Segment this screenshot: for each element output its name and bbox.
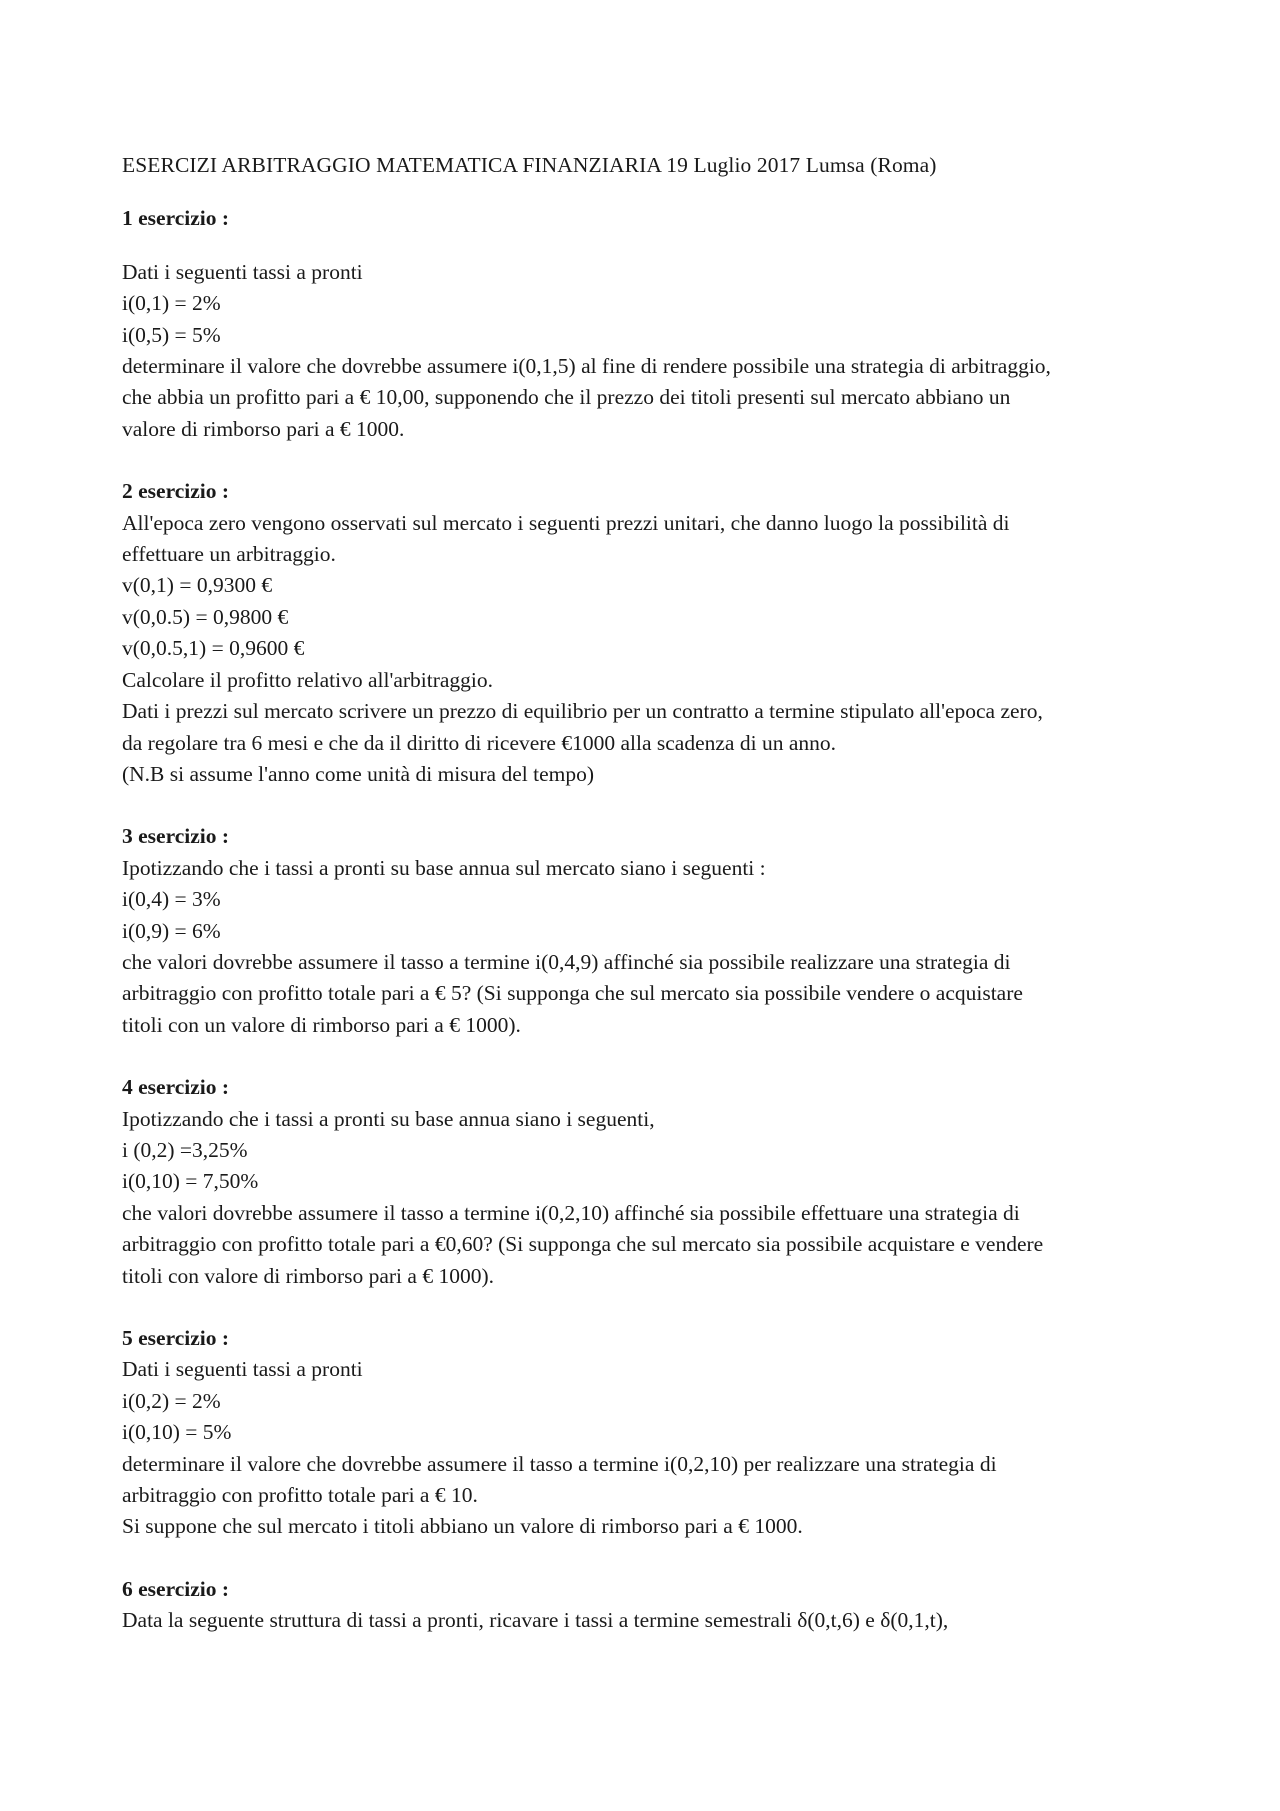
exercise-2 [122,476,1172,790]
exercise-heading: 5 esercizio : [122,1326,230,1350]
text-line: All'epoca zero vengono osservati sul mercato i seguenti prezzi unitari, che danno luogo la possibilità di [122,510,1010,535]
exercise-6 [122,1574,1172,1637]
exercise-4 [122,1072,1172,1292]
text-line: i(0,9) = 6% [122,918,221,943]
text-line: Si suppone che sul mercato i titoli abbiano un valore di rimborso pari a € 1000. [122,1514,803,1539]
text-line: effettuare un arbitraggio. [122,542,336,567]
exercise-3 [122,821,1172,1041]
exercise-heading: 6 esercizio : [122,1576,230,1601]
text-line: determinare il valore che dovrebbe assumere i(0,1,5) al fine di rendere possibile una strategia di arbitraggio, [122,354,1051,379]
exercise-heading: 1 esercizio : [122,206,230,231]
text-line: Data la seguente struttura di tassi a pronti, ricavare i tassi a termine semestrali δ(0,t,6) e δ(0,1,t), [122,1608,949,1633]
text-line: Calcolare il profitto relativo all'arbitraggio. [122,667,494,692]
text-line: Dati i seguenti tassi a pronti [122,1357,363,1382]
text-line: che valori dovrebbe assumere il tasso a termine i(0,2,10) affinché sia possibile effettuare una strategia di [122,1200,1020,1225]
text-line: titoli con un valore di rimborso pari a € 1000). [122,1012,521,1037]
text-line: v(0,0.5) = 0,9800 € [122,604,289,629]
text-line: arbitraggio con profitto totale pari a €0,60? (Si supponga che sul mercato sia possibile acquistare e vendere [122,1232,1044,1257]
text-line: Ipotizzando che i tassi a pronti su base annua siano i seguenti, [122,1106,655,1131]
document-title: ESERCIZI ARBITRAGGIO MATEMATICA FINANZIARIA 19 Luglio 2017 Lumsa (Roma) [122,153,937,177]
text-line: i(0,10) = 7,50% [122,1169,259,1194]
text-line: da regolare tra 6 mesi e che da il diritto di ricevere €1000 alla scadenza di un anno. [122,730,836,755]
exercise-heading: 2 esercizio : [122,479,230,504]
text-line: v(0,0.5,1) = 0,9600 € [122,636,305,661]
exercise-5 [122,1323,1172,1543]
exercise-heading: 3 esercizio : [122,824,230,849]
text-line: i(0,10) = 5% [122,1420,232,1445]
text-line: determinare il valore che dovrebbe assumere il tasso a termine i(0,2,10) per realizzare una strategia di [122,1451,997,1476]
text-line: arbitraggio con profitto totale pari a € 5? (Si supponga che sul mercato sia possibile vendere o acquistare [122,981,1023,1006]
text-line: Ipotizzando che i tassi a pronti su base annua sul mercato siano i seguenti : [122,855,766,880]
text-line: i (0,2) =3,25% [122,1137,248,1162]
text-line: (N.B si assume l'anno come unità di misura del tempo) [122,761,595,786]
text-line: i(0,5) = 5% [122,322,221,347]
text-line: i(0,4) = 3% [122,887,221,912]
text-line: che abbia un profitto pari a € 10,00, supponendo che il prezzo dei titoli presenti sul mercato abbiano un [122,385,1011,410]
exercise-heading: 4 esercizio : [122,1075,230,1100]
exercise-1 [122,203,1172,445]
text-line: i(0,2) = 2% [122,1388,221,1413]
text-line: Dati i prezzi sul mercato scrivere un prezzo di equilibrio per un contratto a termine stipulato all'epoca zero, [122,699,1043,724]
document-page [122,150,1172,1668]
text-line: i(0,1) = 2% [122,291,221,316]
text-line: Dati i seguenti tassi a pronti [122,259,363,284]
text-line: arbitraggio con profitto totale pari a € 10. [122,1483,478,1508]
text-line: valore di rimborso pari a € 1000. [122,416,405,441]
text-line: titoli con valore di rimborso pari a € 1000). [122,1263,494,1288]
text-line: che valori dovrebbe assumere il tasso a termine i(0,4,9) affinché sia possibile realizzare una strategia di [122,949,1011,974]
text-line: v(0,1) = 0,9300 € [122,573,273,598]
